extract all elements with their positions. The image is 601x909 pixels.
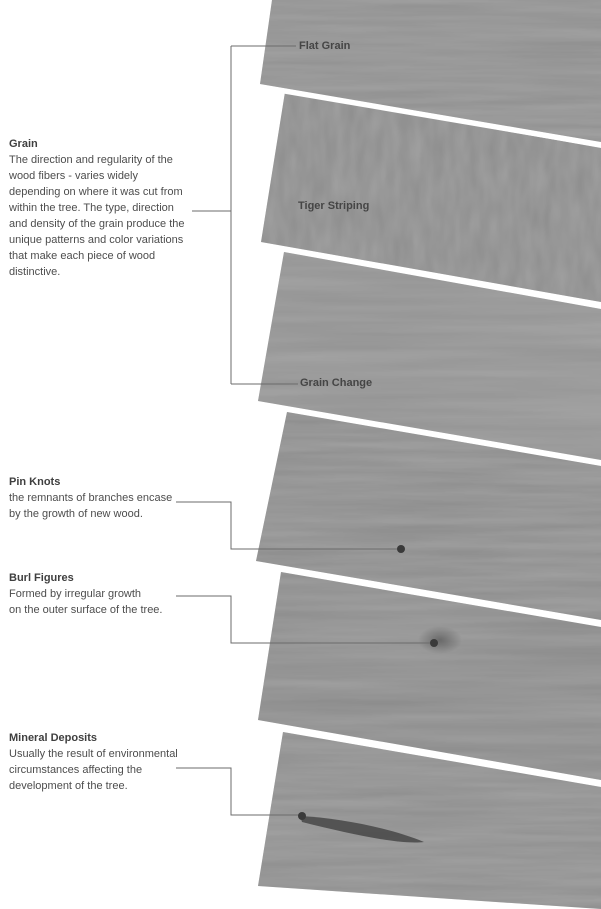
mineral-marker [298, 812, 306, 820]
pin-knots-description: the remnants of branches encase by the growth of new wood. [9, 492, 173, 520]
grain-title: Grain [9, 138, 38, 150]
burl-figures-title: Burl Figures [9, 572, 74, 584]
mineral-deposits-description: Usually the result of environmental circumstances affecting the development of the tree. [9, 748, 178, 792]
callout-burl-figures [9, 570, 194, 618]
pin-knots-title: Pin Knots [9, 476, 61, 488]
mineral-deposits-title: Mineral Deposits [9, 732, 98, 744]
burl-figure-mark [418, 626, 462, 654]
label-grain-change: Grain Change [300, 377, 373, 389]
burl-figures-description: Formed by irregular growth on the outer surface of the tree. [9, 588, 163, 616]
label-tiger-striping: Tiger Striping [298, 200, 370, 212]
pin-knot-marker [397, 545, 405, 553]
callout-pin-knots [9, 474, 194, 522]
grain-description: The direction and regularity of the wood fibers - varies widely depending on where it was cut from within the tree. The type, direction and density of the grain produce the unique patterns and color variations that make each piece of wood distinctive. [9, 154, 185, 278]
callout-grain [9, 136, 194, 280]
label-flat-grain: Flat Grain [299, 40, 351, 52]
callout-mineral-deposits [9, 730, 194, 794]
burl-marker [430, 639, 438, 647]
